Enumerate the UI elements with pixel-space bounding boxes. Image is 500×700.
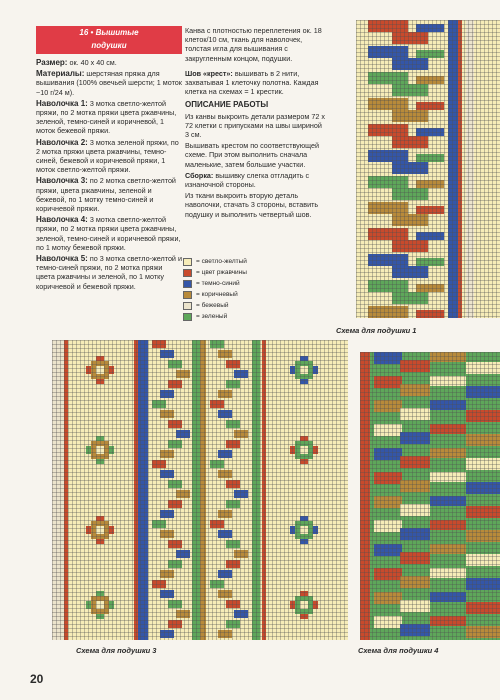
legend-swatch: [183, 291, 192, 299]
pattern-cell: [400, 480, 430, 492]
pattern-cell: [400, 552, 430, 564]
pattern-cell: [392, 162, 428, 174]
materials-label: Материалы:: [36, 69, 85, 79]
pattern-chart-3: [52, 340, 348, 640]
pattern-cell: [400, 576, 430, 588]
pattern-cell: [218, 410, 232, 418]
legend-swatch: [183, 269, 192, 277]
pattern-cell: [160, 530, 174, 538]
pattern-cell: [392, 214, 428, 226]
pattern-cell: [218, 510, 232, 518]
pattern-cell: [226, 540, 240, 548]
pattern-cell: [400, 360, 430, 372]
caption-pattern-3: Схема для подушки 3: [76, 646, 157, 655]
pattern-cell: [368, 254, 408, 266]
legend-item: [183, 300, 303, 311]
pattern-cell: [392, 32, 428, 44]
pattern-cell: [210, 580, 224, 588]
pattern-cell: [368, 280, 408, 292]
pattern-cell: [168, 560, 182, 568]
pattern-cell: [218, 450, 232, 458]
pattern-cell: [374, 352, 402, 364]
pattern-cell: [226, 500, 240, 508]
pattern-cell: [416, 258, 444, 266]
pattern-cell: [400, 384, 430, 396]
pattern-cell: [152, 520, 166, 528]
pattern-cell: [466, 410, 500, 422]
pattern-cell: [430, 352, 466, 362]
pillow1-label: Наволочка 1:: [36, 98, 88, 108]
pattern-cell: [400, 432, 430, 444]
section-title: [36, 26, 182, 54]
pattern-cell: [400, 528, 430, 540]
pattern-1-graphic: [356, 20, 500, 318]
assembly-text-2: Из ткани выкроить вторую деталь наволочки, стачать 3 стороны, вставить подушку и выполнить четвертый шов.: [185, 191, 319, 219]
pattern-cell: [176, 490, 190, 498]
pillow5-text: по 3 мотка светло-желтой и темно-синей пряжи, по 2 мотка пряжи цвета ржавчины и зеленой, по 1 мотку коричневой и бежевой пряжи.: [36, 254, 182, 291]
star-motif: [300, 366, 308, 374]
pattern-cell: [416, 128, 444, 136]
work-text-1: Из канвы выкроить детали размером 72 х 72 клетки с припусками на швы шириной 3 см.: [185, 111, 325, 140]
pattern-cell: [160, 590, 174, 598]
work-heading: ОПИСАНИЕ РАБОТЫ: [185, 100, 269, 110]
pattern-cell: [400, 600, 430, 612]
pattern-cell: [466, 482, 500, 494]
legend-label: = цвет ржавчины: [196, 269, 247, 276]
pattern-cell: [160, 450, 174, 458]
pattern-cell: [234, 430, 248, 438]
pattern-cell: [368, 176, 408, 188]
legend-item: [183, 289, 303, 300]
pattern-cell: [210, 400, 224, 408]
pattern-cell: [374, 568, 402, 580]
pattern-cell: [430, 520, 466, 530]
star-motif: [96, 366, 104, 374]
pattern-cell: [226, 620, 240, 628]
pattern-cell: [466, 602, 500, 614]
pattern-3-graphic: [52, 340, 348, 640]
pattern-cell: [400, 624, 430, 636]
legend-swatch: [183, 258, 192, 266]
pattern-cell: [168, 480, 182, 488]
pattern-cell: [430, 496, 466, 506]
pattern-cell: [466, 458, 500, 470]
pattern-cell: [374, 472, 402, 484]
pattern-cell: [416, 154, 444, 162]
pattern-cell: [416, 24, 444, 32]
legend-label: = зеленый: [196, 313, 228, 320]
pattern-cell: [152, 400, 166, 408]
pattern-cell: [152, 340, 166, 348]
pattern-cell: [466, 578, 500, 590]
pillow2-text: 3 мотка зеленой пряжи, по 2 мотка пряжи цвета ржавчины, темно-синей, бежевой и коричневой пряжи, 1 моток светло-желтой пряжи.: [36, 137, 179, 175]
pattern-cell: [226, 360, 240, 368]
color-legend: [183, 256, 303, 322]
pattern-cell: [168, 360, 182, 368]
pattern-cell: [374, 424, 402, 436]
star-motif: [96, 446, 104, 454]
pattern-cell: [368, 306, 408, 318]
caption-pattern-1: Схема для подушки 1: [336, 326, 417, 335]
pattern-cell: [368, 46, 408, 58]
star-motif: [96, 526, 104, 534]
pattern-cell: [400, 408, 430, 420]
pattern-cell: [168, 500, 182, 508]
pattern-cell: [430, 448, 466, 458]
pattern-cell: [152, 460, 166, 468]
pattern-chart-1: [356, 20, 500, 318]
pattern-cell: [416, 232, 444, 240]
pattern-cell: [466, 362, 500, 374]
pattern-cell: [430, 400, 466, 410]
stitch-label: Шов «крест»:: [185, 68, 233, 78]
pattern-cell: [392, 292, 428, 304]
pattern-cell: [160, 390, 174, 398]
pattern-cell: [416, 310, 444, 318]
pattern-cell: [176, 430, 190, 438]
pattern-cell: [168, 440, 182, 448]
legend-label: = бежевый: [196, 302, 229, 309]
legend-label: = темно-синий: [196, 280, 240, 287]
pattern-cell: [160, 570, 174, 578]
pattern-cell: [234, 550, 248, 558]
pattern-cell: [416, 76, 444, 84]
pattern-cell: [374, 376, 402, 388]
pattern-cell: [218, 390, 232, 398]
pattern-cell: [160, 630, 174, 638]
assembly-label: Сборка:: [185, 170, 214, 180]
pillow4-label: Наволочка 4:: [36, 215, 88, 225]
stitch-text: вышивать в 2 нити, захватывая 1 клеточку полотна. Каждая клетка на схемах = 1 крестик.: [185, 68, 319, 97]
pattern-cell: [160, 470, 174, 478]
canvas-text: Канва с плотностью переплетения ок. 18 клеток/10 см, ткань для наволочек, толстая игла для вышивания с закругленным концом, подушки.: [185, 26, 322, 63]
pattern-cell: [416, 102, 444, 110]
pattern-cell: [392, 188, 428, 200]
pattern-cell: [430, 592, 466, 602]
pattern-cell: [392, 110, 428, 122]
pattern-cell: [168, 380, 182, 388]
pattern-4-graphic: [360, 352, 500, 640]
pattern-cell: [368, 20, 408, 32]
pattern-cell: [218, 590, 232, 598]
pattern-cell: [374, 496, 402, 508]
materials-column: [36, 58, 182, 293]
legend-label: = коричневый: [196, 291, 238, 298]
assembly-text-1: вышивку слегка отгладить с изнаночной стороны.: [185, 170, 310, 190]
pattern-cell: [430, 376, 466, 386]
pattern-cell: [210, 340, 224, 348]
pattern-cell: [466, 626, 500, 638]
pillow3-label: Наволочка 3:: [36, 176, 88, 186]
pattern-cell: [226, 420, 240, 428]
pattern-cell: [234, 610, 248, 618]
pillow1-text: 3 мотка светло-желтой пряжи, по 2 мотка пряжи цвета ржавчины, зеленой, темно-синей и коричневой, 1 моток бежевой пряжи.: [36, 98, 177, 136]
star-motif: [300, 446, 308, 454]
star-motif: [96, 601, 104, 609]
pattern-cell: [234, 370, 248, 378]
legend-item: [183, 278, 303, 289]
title-line-2: подушки: [91, 41, 127, 50]
pattern-cell: [210, 520, 224, 528]
legend-swatch: [183, 302, 192, 310]
pattern-cell: [368, 228, 408, 240]
pattern-cell: [210, 460, 224, 468]
pattern-cell: [226, 560, 240, 568]
size-text: ок. 40 х 40 см.: [69, 58, 117, 67]
pattern-cell: [392, 58, 428, 70]
pillow2-label: Наволочка 2:: [36, 137, 88, 147]
pattern-cell: [466, 434, 500, 446]
pattern-cell: [168, 600, 182, 608]
pattern-cell: [374, 616, 402, 628]
legend-item: [183, 267, 303, 278]
pattern-cell: [168, 420, 182, 428]
pattern-cell: [226, 440, 240, 448]
size-label: Размер:: [36, 58, 68, 67]
pattern-cell: [160, 350, 174, 358]
pattern-chart-4: [360, 352, 500, 640]
legend-swatch: [183, 280, 192, 288]
pillow3-text: по 2 мотка светло-желтой пряжи, цвета ржавчины, зеленой и бежевой, по 1 мотку темно-синей и коричневой пряжи.: [36, 176, 176, 214]
pattern-cell: [392, 136, 428, 148]
pattern-cell: [416, 180, 444, 188]
pattern-cell: [218, 350, 232, 358]
pattern-cell: [416, 284, 444, 292]
pattern-cell: [218, 570, 232, 578]
legend-label: = светло-желтый: [196, 258, 247, 265]
pattern-cell: [400, 456, 430, 468]
legend-swatch: [183, 313, 192, 321]
legend-item: [183, 256, 303, 267]
pattern-cell: [152, 580, 166, 588]
pattern-cell: [176, 550, 190, 558]
title-line-1: 16 • Вышитые: [79, 28, 139, 37]
pattern-cell: [374, 520, 402, 532]
pattern-cell: [176, 370, 190, 378]
pattern-cell: [466, 506, 500, 518]
pattern-cell: [368, 124, 408, 136]
pattern-cell: [176, 610, 190, 618]
pattern-cell: [368, 150, 408, 162]
pattern-cell: [160, 410, 174, 418]
pattern-cell: [168, 540, 182, 548]
instructions-column: [185, 26, 325, 221]
materials-text: шерстяная пряжа для вышивания (100% овечьей шерсти; 1 моток ~10 г/24 м).: [36, 69, 182, 97]
pattern-cell: [430, 472, 466, 482]
pattern-cell: [368, 98, 408, 110]
pattern-cell: [400, 504, 430, 516]
pattern-cell: [374, 400, 402, 412]
pattern-cell: [218, 470, 232, 478]
pillow5-label: Наволочка 5:: [36, 254, 88, 264]
legend-item: [183, 311, 303, 322]
pattern-cell: [168, 620, 182, 628]
pattern-cell: [430, 568, 466, 578]
caption-pattern-4: Схема для подушки 4: [358, 646, 439, 655]
pattern-cell: [218, 530, 232, 538]
pattern-cell: [392, 84, 428, 96]
pattern-cell: [226, 480, 240, 488]
pattern-cell: [430, 616, 466, 626]
pattern-cell: [160, 510, 174, 518]
pattern-cell: [368, 202, 408, 214]
pattern-cell: [374, 544, 402, 556]
pattern-cell: [368, 72, 408, 84]
pattern-cell: [226, 600, 240, 608]
pillow4-text: 3 мотка светло-желтой пряжи, по 2 мотка пряжи цвета ржавчины, зеленой, темно-синей и коричневой пряжи, по 1 мотку бежевой пряжи.: [36, 215, 181, 252]
star-motif: [300, 601, 308, 609]
pattern-cell: [430, 424, 466, 434]
pattern-cell: [392, 240, 428, 252]
pattern-cell: [374, 448, 402, 460]
work-text-2: Вышивать крестом по соответствующей схеме. При этом выполнить сначала маленькие, затем большие участки.: [185, 141, 320, 169]
pattern-cell: [466, 530, 500, 542]
pattern-cell: [466, 386, 500, 398]
pattern-cell: [466, 554, 500, 566]
star-motif: [300, 526, 308, 534]
pattern-cell: [416, 206, 444, 214]
pattern-cell: [234, 490, 248, 498]
page-number: 20: [30, 672, 44, 686]
pattern-cell: [392, 266, 428, 278]
pattern-cell: [416, 50, 444, 58]
pattern-cell: [218, 630, 232, 638]
pattern-cell: [430, 544, 466, 554]
pattern-cell: [226, 380, 240, 388]
pattern-cell: [374, 592, 402, 604]
